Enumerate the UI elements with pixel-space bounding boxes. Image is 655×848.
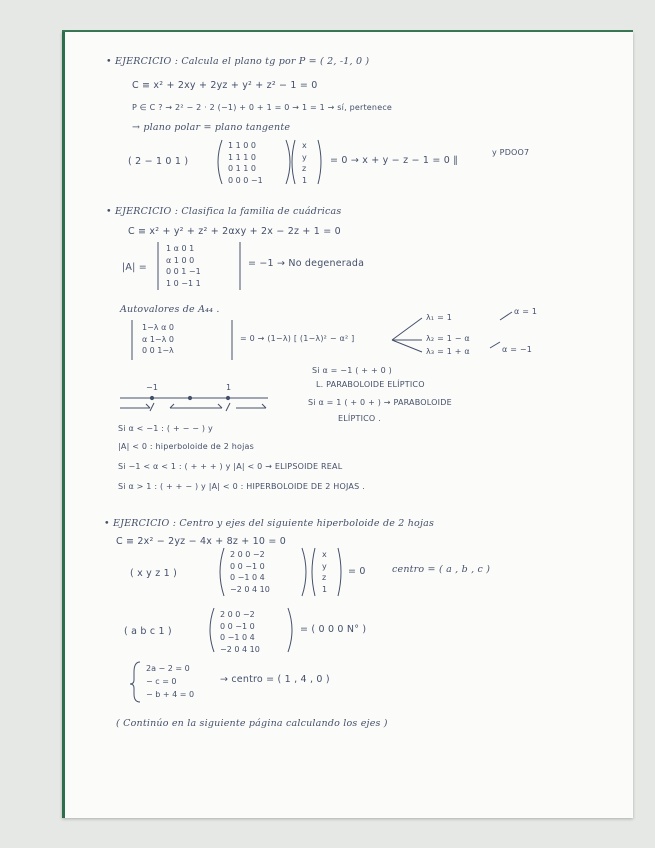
case-alpha-greater-1: Si α > 1 : ( + + − ) y |A| < 0 : HIPERBOLOIDE DE 2 HOJAS . — [118, 482, 365, 491]
vector-entry: x — [322, 550, 327, 559]
number-line-label-m1: −1 — [146, 383, 159, 392]
case-alpha-between: Si −1 < α < 1 : ( + + + ) y |A| < 0 → ELIPSOIDE REAL — [118, 462, 343, 471]
number-line-point-0 — [188, 396, 191, 399]
matrix-row: 0 −1 0 4 — [230, 573, 265, 582]
ex1-vec-lparen — [292, 140, 295, 184]
eigen-matrix — [142, 322, 174, 357]
ex1-vec-rparen — [318, 140, 321, 184]
vector-entry: 1 — [302, 175, 308, 185]
vector-entry: y — [302, 152, 307, 162]
ex1-equation: C ≡ x² + 2xy + 2yz + y² + z² − 1 = 0 — [132, 80, 318, 91]
ex2-equation: C ≡ x² + y² + z² + 2αxy + 2x − 2z + 1 = 0 — [128, 226, 341, 237]
lambda-1: λ₁ = 1 — [426, 313, 453, 322]
ex1-matrix-rparen — [286, 140, 290, 184]
matrix-row: 2 0 0 −2 — [230, 550, 265, 559]
ex3-title: • EJERCICIO : Centro y ejes del siguiente hiperboloide de 2 hojas — [104, 518, 435, 529]
ex3-row-vector-2: ( a b c 1 ) — [124, 626, 172, 637]
vector-entry: x — [302, 141, 307, 150]
matrix-row: −2 0 4 10 — [220, 644, 260, 654]
ex3-matrix2-lparen — [210, 608, 214, 652]
case-alpha-less-m1: Si α < −1 : ( + − − ) y — [118, 424, 213, 433]
ex3-centro-result: → centro = ( 1 , 4 , 0 ) — [220, 674, 330, 685]
matrix-row: α 1 0 0 — [166, 255, 195, 265]
ex3-matrix-lparen — [220, 548, 224, 596]
matrix-row: −2 0 4 10 — [230, 584, 270, 594]
ex3-vec-rparen — [338, 548, 341, 596]
ex1-note: → plano polar = plano tangente — [132, 122, 291, 133]
case-alpha-1-result: ELÍPTICO . — [338, 414, 381, 423]
system-equation: 2a − 2 = 0 — [146, 664, 190, 673]
matrix-row: 0 −1 0 4 — [220, 633, 255, 642]
matrix-row: 2 0 0 −2 — [220, 610, 255, 619]
lambda-3: λ₃ = 1 + α — [426, 347, 470, 356]
ex3-column-vector — [322, 549, 327, 595]
case-alpha-minus-1: Si α = −1 ( + + 0 ) — [312, 366, 392, 375]
matrix-row: 0 0 1−λ — [142, 346, 174, 355]
matrix-row: 0 0 −1 0 — [220, 621, 255, 631]
ex3-matrix-rparen — [302, 548, 306, 596]
ex1-row-vector: ( 2 − 1 0 1 ) — [128, 156, 189, 167]
lambda-branch — [392, 318, 422, 352]
ex1-result: = 0 → x + y − z − 1 = 0 ∥ — [330, 155, 459, 166]
ex1-matrix-lparen — [218, 140, 222, 184]
vector-entry: 1 — [322, 584, 328, 594]
ex2-title: • EJERCICIO : Clasifica la familia de cuádricas — [106, 206, 342, 217]
matrix-row: 1 1 1 0 — [228, 152, 256, 162]
matrix-row: α 1−λ 0 — [142, 334, 174, 344]
lambda-2: λ₂ = 1 − α — [426, 334, 470, 343]
ex3-matrix2-rparen — [288, 608, 292, 652]
matrix-row: 0 0 0 −1 — [228, 175, 263, 185]
ex1-matrix — [228, 140, 263, 186]
ex3-equals-zero: = 0 — [348, 566, 366, 577]
matrix-row: 1 1 0 0 — [228, 141, 256, 150]
matrix-row: 1 α 0 1 — [166, 244, 195, 253]
system-equation: − b + 4 = 0 — [146, 690, 195, 699]
vector-entry: y — [322, 561, 327, 571]
matrix-row: 0 1 1 0 — [228, 164, 256, 173]
ex2-det-label: |A| = — [122, 262, 147, 273]
system-brace — [130, 662, 140, 702]
alpha-case-m1: α = −1 — [502, 345, 533, 354]
eigen-equation: = 0 → (1−λ) [ (1−λ)² − α² ] — [240, 334, 355, 343]
continuation-note: ( Continúo en la siguiente página calculando los ejes ) — [116, 718, 388, 729]
ex3-result-2: = ( 0 0 0 N° ) — [300, 624, 367, 635]
number-line-point-1 — [226, 396, 229, 399]
number-line-arrows — [120, 404, 266, 408]
number-line-label-1: 1 — [226, 383, 232, 392]
ex3-matrix-2 — [220, 609, 260, 655]
alpha-branch — [490, 312, 512, 348]
ex3-vec-lparen — [312, 548, 315, 596]
matrix-row: 1 0 −1 1 — [166, 278, 201, 288]
matrix-row: 1−λ α 0 — [142, 323, 174, 332]
ex1-column-vector — [302, 140, 307, 186]
case-alpha-less-m1-result: |A| < 0 : hiperboloide de 2 hojas — [118, 442, 254, 451]
ex3-system — [146, 662, 194, 701]
matrix-row: 0 0 1 −1 — [166, 267, 201, 276]
ex3-equation: C ≡ 2x² − 2yz − 4x + 8z + 10 = 0 — [116, 536, 286, 547]
ex1-membership-check: P ∈ C ? → 2² − 2 · 2 (−1) + 0 + 1 = 0 → 1 = 1 → sí, pertenece — [132, 103, 393, 112]
ex3-matrix — [230, 549, 270, 595]
vector-entry: z — [302, 164, 307, 173]
vector-entry: z — [322, 573, 327, 582]
system-equation: − c = 0 — [146, 677, 177, 686]
ex2-det-matrix — [166, 243, 201, 289]
ex3-row-vector: ( x y z 1 ) — [130, 568, 177, 579]
ex1-result-tag: y PDOO7 — [492, 148, 530, 157]
ex1-title: • EJERCICIO : Calcula el plano tg por P = ( 2, -1, 0 ) — [106, 56, 370, 67]
case-alpha-minus-1-result: L. PARABOLOIDE ELÍPTICO — [316, 380, 425, 389]
case-alpha-1: Si α = 1 ( + 0 + ) → PARABOLOIDE — [308, 398, 452, 407]
ex2-det-value: = −1 → No degenerada — [248, 258, 365, 269]
alpha-case-1: α = 1 — [514, 307, 538, 316]
eigen-title: Autovalores de A₄₄ . — [120, 304, 220, 315]
number-line-point-m1 — [150, 396, 153, 399]
matrix-row: 0 0 −1 0 — [230, 561, 265, 571]
ex3-centro-def: centro = ( a , b , c ) — [392, 564, 491, 575]
